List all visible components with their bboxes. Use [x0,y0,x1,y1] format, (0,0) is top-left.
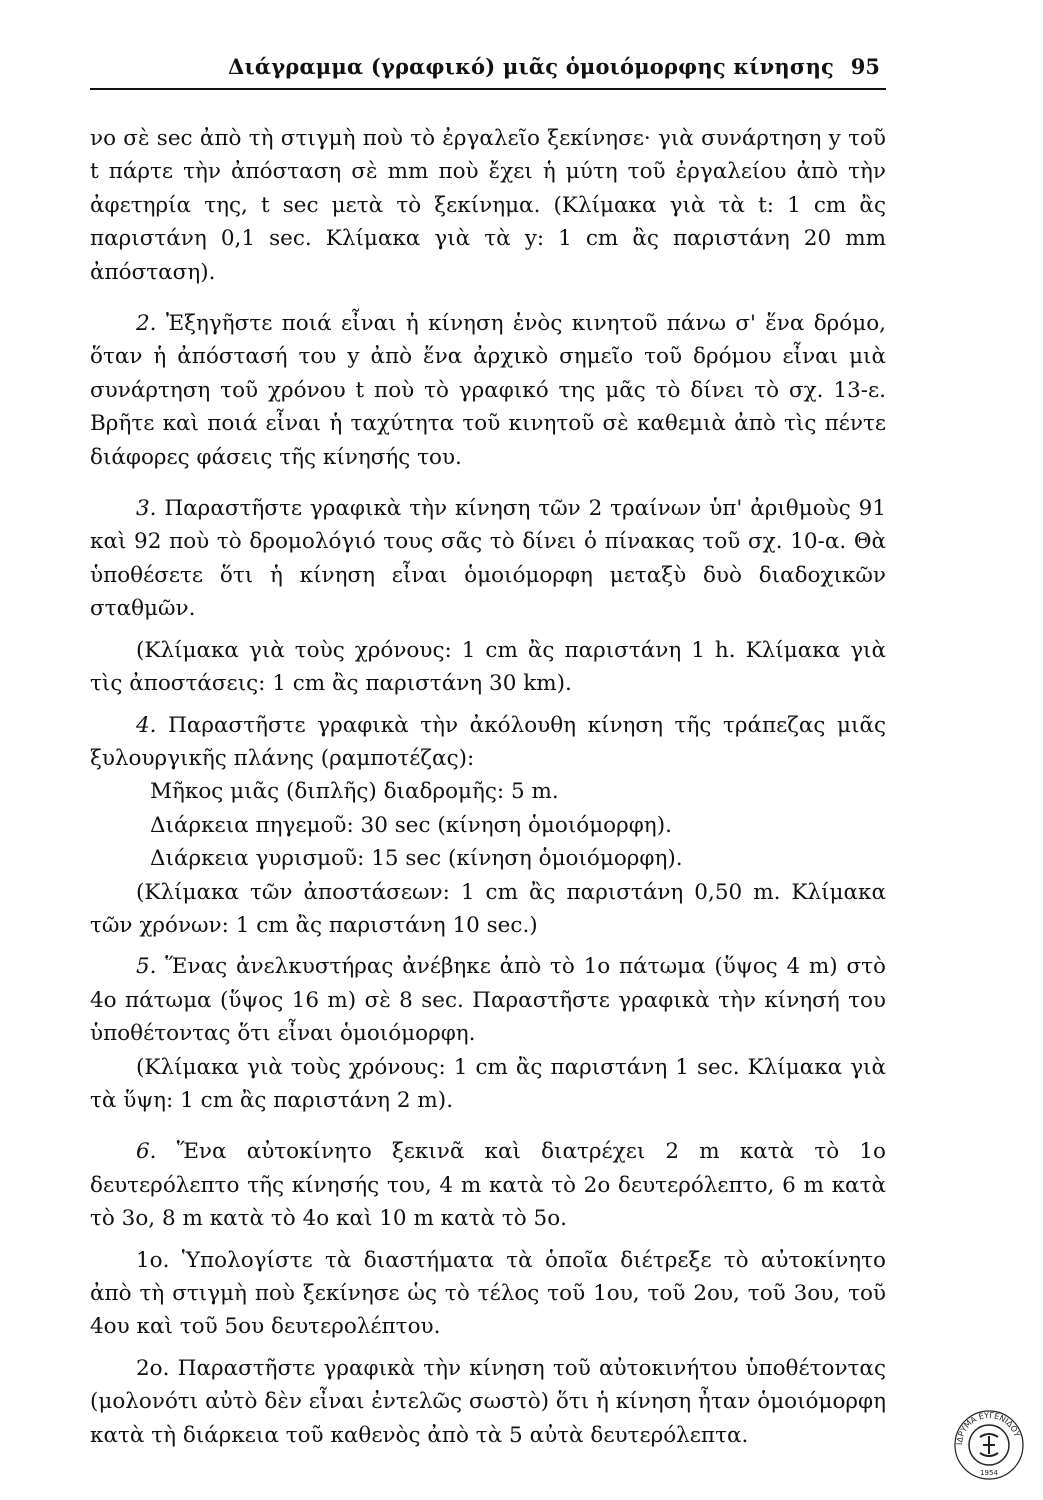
exercise-4-forward-duration: Διάρκεια πηγεμοῦ: 30 sec (κίνηση ὁμοιόμορφη). [150,812,672,838]
exercise-6-part-1: 1ο. Ὑπολογίστε τὰ διαστήματα τὰ ὁποῖα διέτρεξε τὸ αὐτοκίνητο ἀπὸ τὴ στιγμὴ ποὺ ξεκίνησε ὡς τὸ τέλος τοῦ 1ου, τοῦ 2ου, τοῦ 3ου, τοῦ 4ου καὶ τοῦ 5ου δευτερολέπτου. [90,1247,886,1340]
exercise-6 [90,1135,886,1235]
page-header [90,50,886,90]
page-number: 95 [850,54,880,79]
exercise-6-part-2: 2ο. Παραστῆστε γραφικὰ τὴν κίνηση τοῦ αὐτοκινήτου ὑποθέτοντας (μολονότι αὐτὸ δὲν εἶναι ἐντελῶς σωστὸ) ὅτι ἡ κίνηση ἦταν ὁμοιόμορφη κατὰ τὴ διάρκεια τοῦ καθενὸς ἀπὸ τὰ 5 αὐτὰ δευτερόλεπτα. [90,1355,886,1448]
exercise-number: 5. [136,954,157,980]
exercise-text: Παραστῆστε γραφικὰ τὴν ἀκόλουθη κίνηση τῆς τράπεζας μιᾶς ξυλουργικῆς πλάνης (ραμποτέζας): [90,712,886,771]
exercise-text: Ἐξηγῆστε ποιά εἶναι ἡ κίνηση ἑνὸς κινητοῦ πάνω σ' ἕνα δρόμο, ὅταν ἡ ἀπόστασή του y ἀπὸ ἕνα ἀρχικὸ σημεῖο τοῦ δρόμου εἶναι μιὰ συνάρτηση τοῦ χρόνου t ποὺ τὸ γραφικό της μᾶς τὸ δίνει τὸ σχ. 13-ε. Βρῆτε καὶ ποιά εἶναι ἡ ταχύτητα τοῦ κινητοῦ σὲ καθεμιὰ ἀπὸ τὶς πέντε διάφορες φάσεις τῆς κίνησής του. [90,311,886,470]
exercise-4 [90,709,886,776]
exercise-5 [90,950,886,1050]
exercise-3-scale: (Κλίμακα γιὰ τοὺς χρόνους: 1 cm ἂς παριστάνη 1 h. Κλίμακα γιὰ τὶς ἀποστάσεις: 1 cm ἂς παριστάνη 30 km). [90,637,886,697]
exercise-number: 4. [136,712,157,738]
exercise-number: 3. [136,496,157,522]
exercise-text: Παραστῆστε γραφικὰ τὴν κίνηση τῶν 2 τραίνων ὑπ' ἀριθμοὺς 91 καὶ 92 ποὺ τὸ δρομολόγιό τους σᾶς τὸ δίνει ὁ πίνακας τοῦ σχ. 10-α. Θὰ ὑποθέσετε ὅτι ἡ κίνηση εἶναι ὁμοιόμορφη μεταξὺ δυὸ διαδοχικῶν σταθμῶν. [90,496,886,622]
page-body [90,122,886,1452]
exercise-4-return-duration: Διάρκεια γυρισμοῦ: 15 sec (κίνηση ὁμοιόμορφη). [150,846,683,872]
exercise-4-scale: (Κλίμακα τῶν ἀποστάσεων: 1 cm ἂς παριστάνη 0,50 m. Κλίμακα τῶν χρόνων: 1 cm ἂς παριστάνη 10 sec.) [90,879,886,938]
seal-year: 1954 [980,1469,998,1477]
exercise-2 [90,307,886,474]
exercise-number: 6. [136,1139,157,1165]
exercise-text: Ἕνας ἀνελκυστήρας ἀνέβηκε ἀπὸ τὸ 1ο πάτωμα (ὕψος 4 m) στὸ 4ο πάτωμα (ὕψος 16 m) σὲ 8 sec. Παραστῆστε γραφικὰ τὴν κίνησή του ὑποθέτοντας ὅτι εἶναι ὁμοιόμορφη. [90,954,886,1047]
seal-emblem-icon [980,1434,998,1456]
exercise-5-scale: (Κλίμακα γιὰ τοὺς χρόνους: 1 cm ἂς παριστάνη 1 sec. Κλίμακα γιὰ τὰ ὕψη: 1 cm ἂς παριστάνη 2 m). [90,1054,886,1113]
exercise-4-length: Μῆκος μιᾶς (διπλῆς) διαδρομῆς: 5 m. [150,779,559,805]
exercise-3 [90,492,886,626]
running-title: Διάγραμμα (γραφικό) μιᾶς ὁμοιόμορφης κίνησης [228,54,835,79]
seal-lettering: ΙΔΡΥΜΑ ΕΥΓΕΝΙΔΟΥ [954,1410,1022,1446]
foundation-seal [953,1409,1025,1481]
exercise-text: Ἕνα αὐτοκίνητο ξεκινᾶ καὶ διατρέχει 2 m κατὰ τὸ 1ο δευτερόλεπτο τῆς κίνησής του, 4 m κατὰ τὸ 2ο δευτερόλεπτο, 6 m κατὰ τὸ 3ο, 8 m κατὰ τὸ 4ο καὶ 10 m κατὰ τὸ 5ο. [90,1139,886,1232]
exercise-number: 2. [136,311,157,337]
continuation-paragraph: νο σὲ sec ἀπὸ τὴ στιγμὴ ποὺ τὸ ἐργαλεῖο ξεκίνησε· γιὰ συνάρτηση y τοῦ t πάρτε τὴν ἀπόσταση σὲ mm ποὺ ἔχει ἡ μύτη τοῦ ἐργαλείου ἀπὸ τὴν ἀφετηρία της, t sec μετὰ τὸ ξεκίνημα. (Κλίμακα γιὰ τὰ t: 1 cm ἂς παριστάνη 0,1 sec. Κλίμακα γιὰ τὰ y: 1 cm ἂς παριστάνη 20 mm ἀπόσταση). [90,126,886,285]
